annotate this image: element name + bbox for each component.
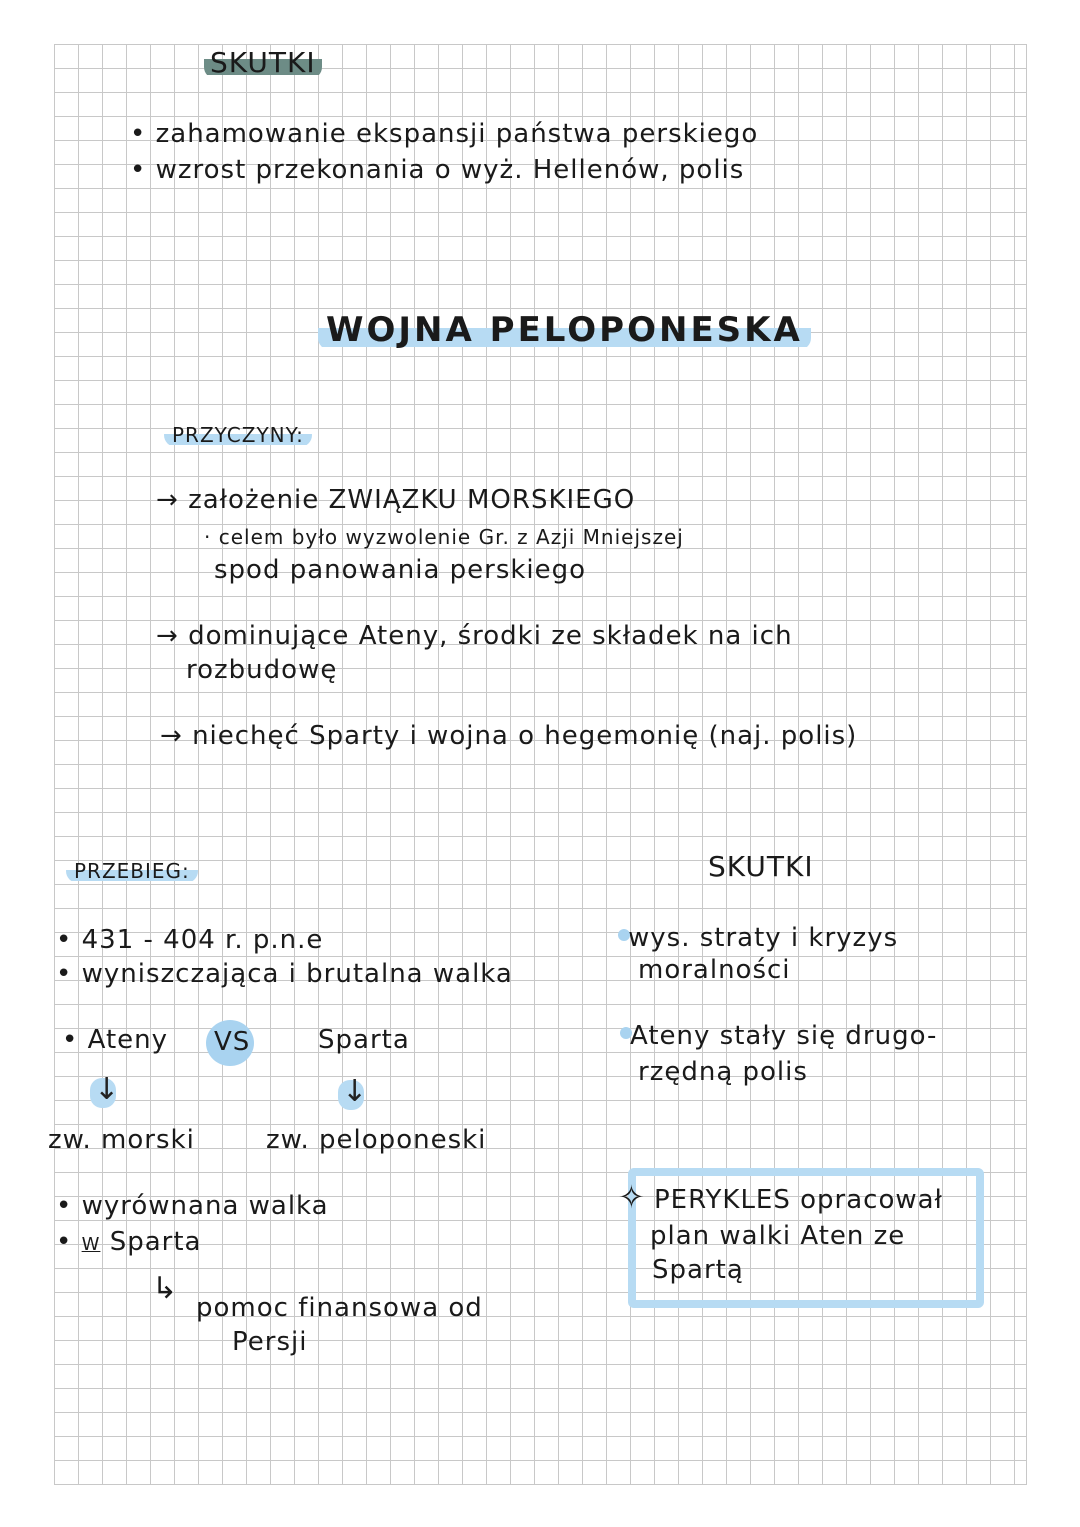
heading-przyczyny: PRZYCZYNY: [164,424,312,446]
effect-1-line-2: moralności [638,955,791,985]
down-arrow-icon: ↓ [342,1074,368,1109]
note-line-2: plan walki Aten ze [650,1221,906,1251]
cause-2-line-2: rozbudowę [186,655,338,685]
effect-2-line-1: Ateny stały się drugo- [630,1021,938,1051]
note-line-1: PERYKLES opracował [654,1185,943,1215]
side-sparta: Sparta [318,1025,410,1055]
down-arrow-icon: ↓ [94,1072,120,1107]
skutki-bullet-2: • wzrost przekonania o wyż. Hellenów, polis [130,155,745,185]
heading-skutki-2: SKUTKI [708,850,814,883]
cause-1: → założenie ZWIĄZKU MORSKIEGO [156,485,636,515]
course-sub-line-1: pomoc finansowa od [196,1293,483,1323]
cause-3: → niechęć Sparty i wojna o hegemonię (naj. polis) [160,721,858,751]
star-icon: ✧ [618,1178,646,1216]
course-bullet-4: • W Sparta [56,1227,202,1257]
cause-2-line-1: → dominujące Ateny, środki ze składek na ich [156,621,793,651]
effect-2-line-2: rzędną polis [638,1057,808,1087]
cause-1-sub-1: · celem było wyzwolenie Gr. z Azji Mniejszej [204,525,684,549]
note-line-3: Spartą [652,1255,744,1285]
skutki-bullet-1: • zahamowanie ekspansji państwa perskiego [130,119,759,149]
heading-skutki-1: SKUTKI [204,48,322,79]
course-bullet-2: • wyniszczająca i brutalna walka [56,959,513,989]
course-sub-line-2: Persji [232,1327,308,1357]
alliance-peloponeski: zw. peloponeski [266,1125,487,1155]
course-bullet-1: • 431 - 404 r. p.n.e [56,925,324,955]
page-title: WOJNA PELOPONESKA [318,312,811,349]
alliance-morski: zw. morski [48,1125,195,1155]
side-ateny: • Ateny [62,1025,168,1055]
effect-1-line-1: wys. straty i kryzys [628,923,899,953]
course-bullet-3: • wyrównana walka [56,1191,329,1221]
vs-label: VS [214,1027,251,1057]
cause-1-sub-2: spod panowania perskiego [214,555,587,585]
heading-przebieg: PRZEBIEG: [66,860,198,882]
sub-arrow-icon: ↳ [152,1271,179,1306]
